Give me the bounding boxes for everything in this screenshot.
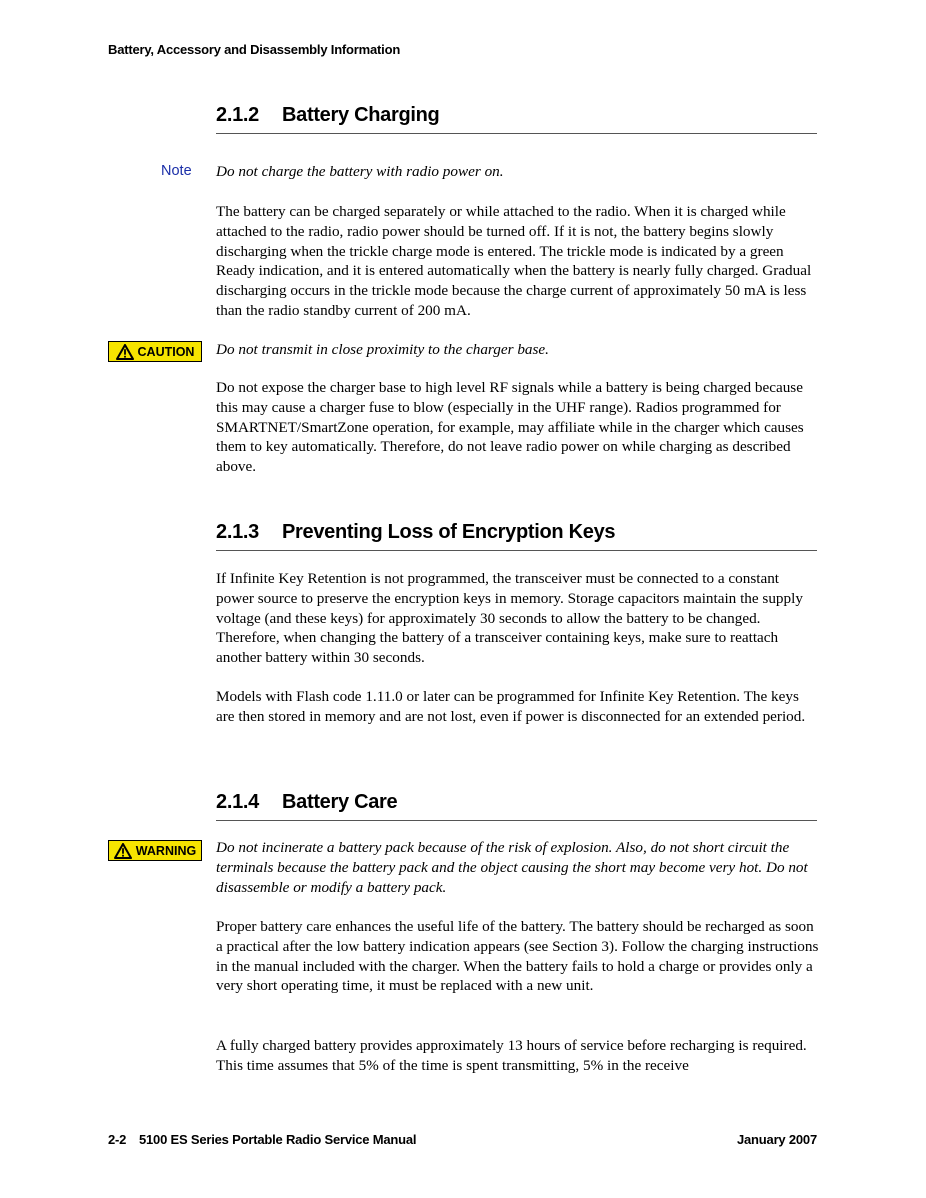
section-heading-2-1-3 — [216, 521, 817, 551]
paragraph: Proper battery care enhances the useful life of the battery. The battery should be recharged as soon a practical after the low battery indication appears (see Section 3). Follow the charging instructions in the manual included with the charger. When the battery fails to hold a charge or provides only a very short operating time, it must be replaced with a new unit. — [216, 918, 819, 995]
note-text: Do not charge the battery with radio power on. — [216, 163, 504, 180]
section-title: Battery Charging — [282, 104, 440, 126]
footer-date: January 2007 — [737, 1132, 817, 1147]
caution-text: Do not transmit in close proximity to the charger base. — [216, 341, 549, 358]
note-label: Note — [161, 163, 192, 179]
section-number: 2.1.2 — [216, 104, 259, 126]
paragraph: Do not expose the charger base to high level RF signals while a battery is being charged because this may cause a charger fuse to blow (especially in the UHF range). Radios programmed for SMARTNET/SmartZone operation, for example, may affiliate while in the charger which causes them to key automatically. Therefore, do not leave radio power on while charging as described above. — [216, 379, 804, 476]
warning-text: Do not incinerate a battery pack because of the risk of explosion. Also, do not short circuit the terminals because the battery pack and the object causing the short may become very hot. Do not disassemble or modify a battery pack. — [216, 839, 808, 896]
footer-manual-title: 5100 ES Series Portable Radio Service Manual — [139, 1132, 417, 1147]
section-heading-2-1-2 — [216, 104, 817, 134]
warning-triangle-icon — [116, 344, 134, 360]
paragraph: Models with Flash code 1.11.0 or later can be programmed for Infinite Key Retention. The keys are then stored in memory and are not lost, even if power is disconnected for an extended period. — [216, 688, 806, 725]
section-heading-2-1-4 — [216, 791, 817, 821]
footer-page-number: 2-2 — [108, 1132, 127, 1147]
paragraph: If Infinite Key Retention is not programmed, the transceiver must be connected to a constant power source to preserve the encryption keys in memory. Storage capacitors maintain the supply voltage (and these keys) for approximately 30 seconds to allow the battery to be changed. Therefore, when changing the battery of a transceiver containing keys, make sure to reattach another battery within 30 seconds. — [216, 570, 803, 667]
paragraph: A fully charged battery provides approximately 13 hours of service before recharging is required. This time assumes that 5% of the time is spent transmitting, 5% in the receive — [216, 1037, 807, 1074]
caution-label: CAUTION — [137, 344, 195, 359]
section-number: 2.1.3 — [216, 521, 259, 543]
warning-triangle-icon — [114, 843, 132, 859]
paragraph: The battery can be charged separately or while attached to the radio. When it is charged while attached to the radio, radio power should be turned off. If it is not, the battery begins slowly discharging when the trickle charge mode is entered. The trickle mode is indicated by a green Ready indication, and it is entered automatically when the battery is nearly fully charged. Gradual discharging occurs in the trickle mode because the charge current of approximately 50 mA is less than the radio standby current of 200 mA. — [216, 203, 812, 319]
caution-badge — [108, 341, 202, 362]
section-title: Battery Care — [282, 791, 398, 813]
warning-badge — [108, 840, 202, 861]
section-number: 2.1.4 — [216, 791, 259, 813]
warning-label: WARNING — [135, 843, 197, 858]
section-title: Preventing Loss of Encryption Keys — [282, 521, 616, 543]
running-header: Battery, Accessory and Disassembly Information — [108, 42, 401, 57]
